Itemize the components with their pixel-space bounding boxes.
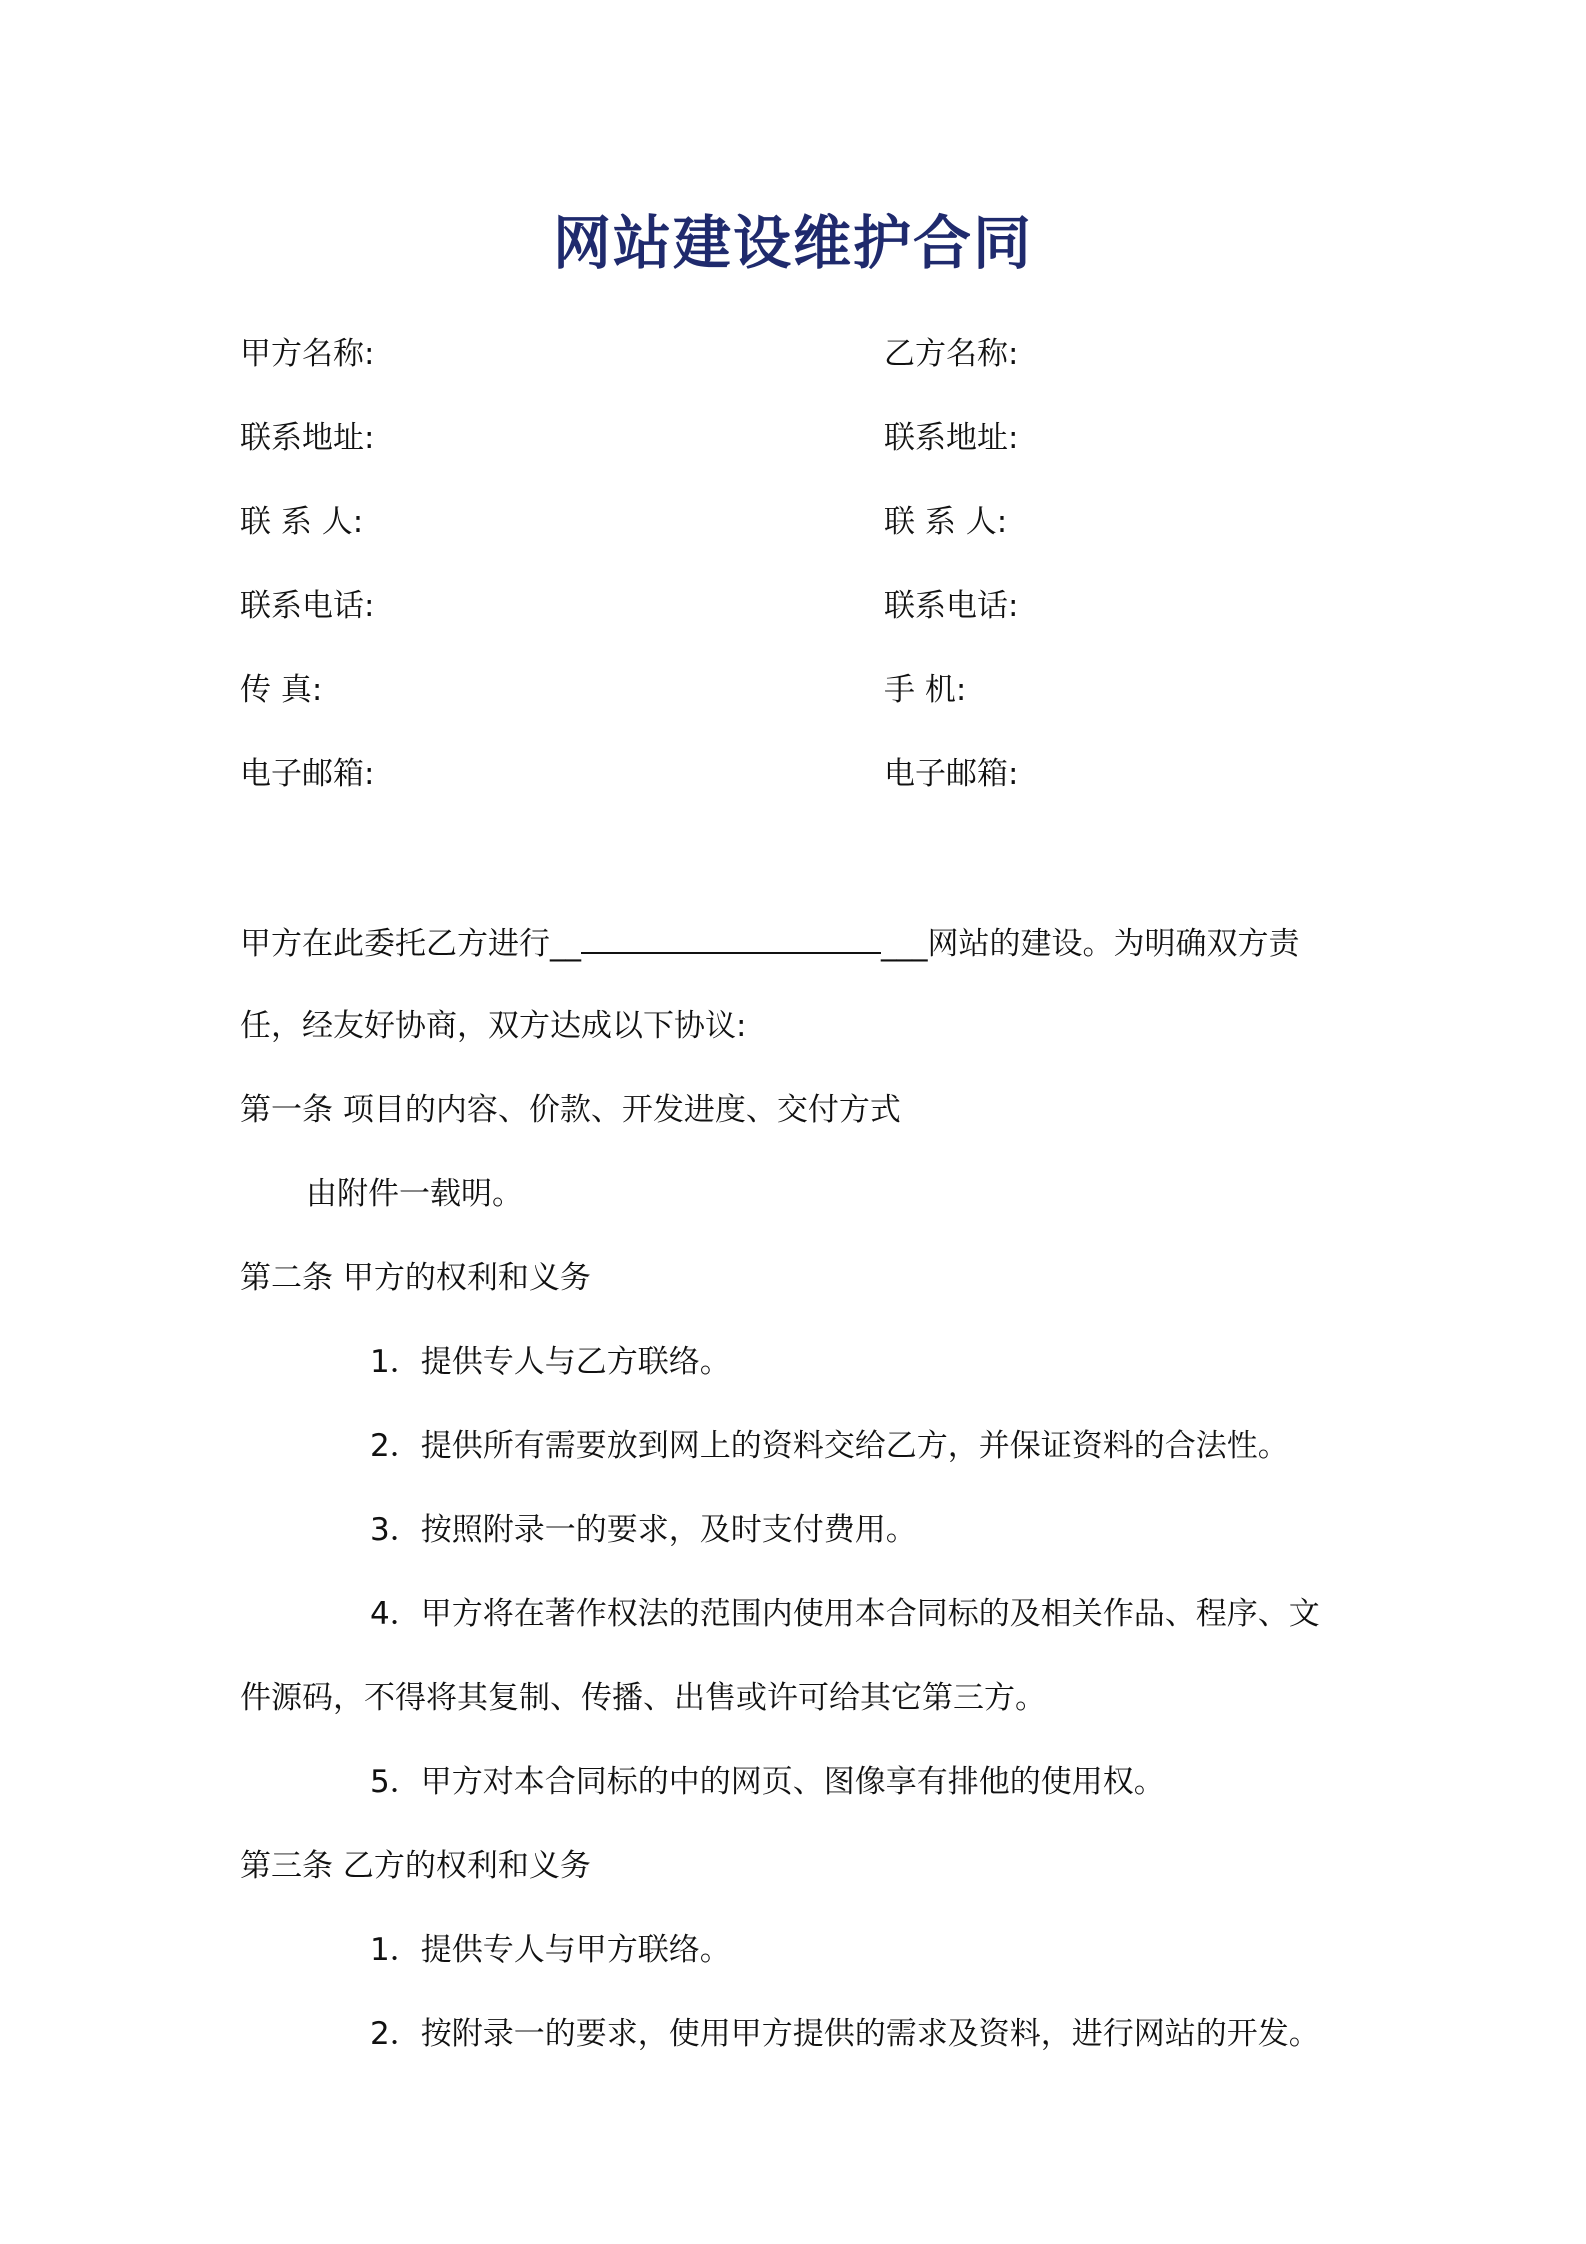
- intro-suffix: ___网站的建设。为明确双方责: [881, 926, 1300, 962]
- article-2-item-5: 5．甲方对本合同标的中的网页、图像享有排他的使用权。: [370, 1764, 1165, 1800]
- party-a-contact-label: 联 系 人:: [240, 504, 364, 540]
- intro-prefix: 甲方在此委托乙方进行__: [240, 926, 581, 962]
- party-b-phone-label: 联系电话:: [884, 588, 1019, 624]
- party-b-contact-label: 联 系 人:: [884, 504, 1008, 540]
- party-a-fax-label: 传 真:: [240, 672, 323, 708]
- article-2-item-2: 2．提供所有需要放到网上的资料交给乙方，并保证资料的合法性。: [370, 1428, 1289, 1464]
- article-1-body: 由附件一载明。: [306, 1176, 523, 1212]
- party-a-address-label: 联系地址:: [240, 420, 375, 456]
- article-2-heading: 第二条 甲方的权利和义务: [240, 1260, 591, 1296]
- article-1-heading: 第一条 项目的内容、价款、开发进度、交付方式: [240, 1092, 901, 1128]
- article-3-heading: 第三条 乙方的权利和义务: [240, 1848, 591, 1884]
- article-3-item-1: 1．提供专人与甲方联络。: [370, 1932, 731, 1968]
- party-a-email-label: 电子邮箱:: [240, 756, 375, 792]
- party-b-mobile-label: 手 机:: [884, 672, 967, 708]
- article-2-item-3: 3．按照附录一的要求，及时支付费用。: [370, 1512, 917, 1548]
- website-name-blank: [581, 922, 881, 954]
- party-b-address-label: 联系地址:: [884, 420, 1019, 456]
- intro-line-1: [240, 922, 1300, 964]
- article-2-item-4: 4．甲方将在著作权法的范围内使用本合同标的及相关作品、程序、文: [370, 1596, 1320, 1632]
- intro-line-2: 任，经友好协商，双方达成以下协议:: [240, 1008, 747, 1044]
- contract-title: 网站建设维护合同: [552, 209, 1033, 277]
- party-b-name-label: 乙方名称:: [884, 336, 1019, 372]
- party-a-phone-label: 联系电话:: [240, 588, 375, 624]
- article-3-item-2: 2．按附录一的要求，使用甲方提供的需求及资料，进行网站的开发。: [370, 2016, 1320, 2052]
- article-2-item-4-continued: 件源码，不得将其复制、传播、出售或许可给其它第三方。: [240, 1680, 1046, 1716]
- party-a-name-label: 甲方名称:: [240, 336, 375, 372]
- party-b-email-label: 电子邮箱:: [884, 756, 1019, 792]
- article-2-item-1: 1．提供专人与乙方联络。: [370, 1344, 731, 1380]
